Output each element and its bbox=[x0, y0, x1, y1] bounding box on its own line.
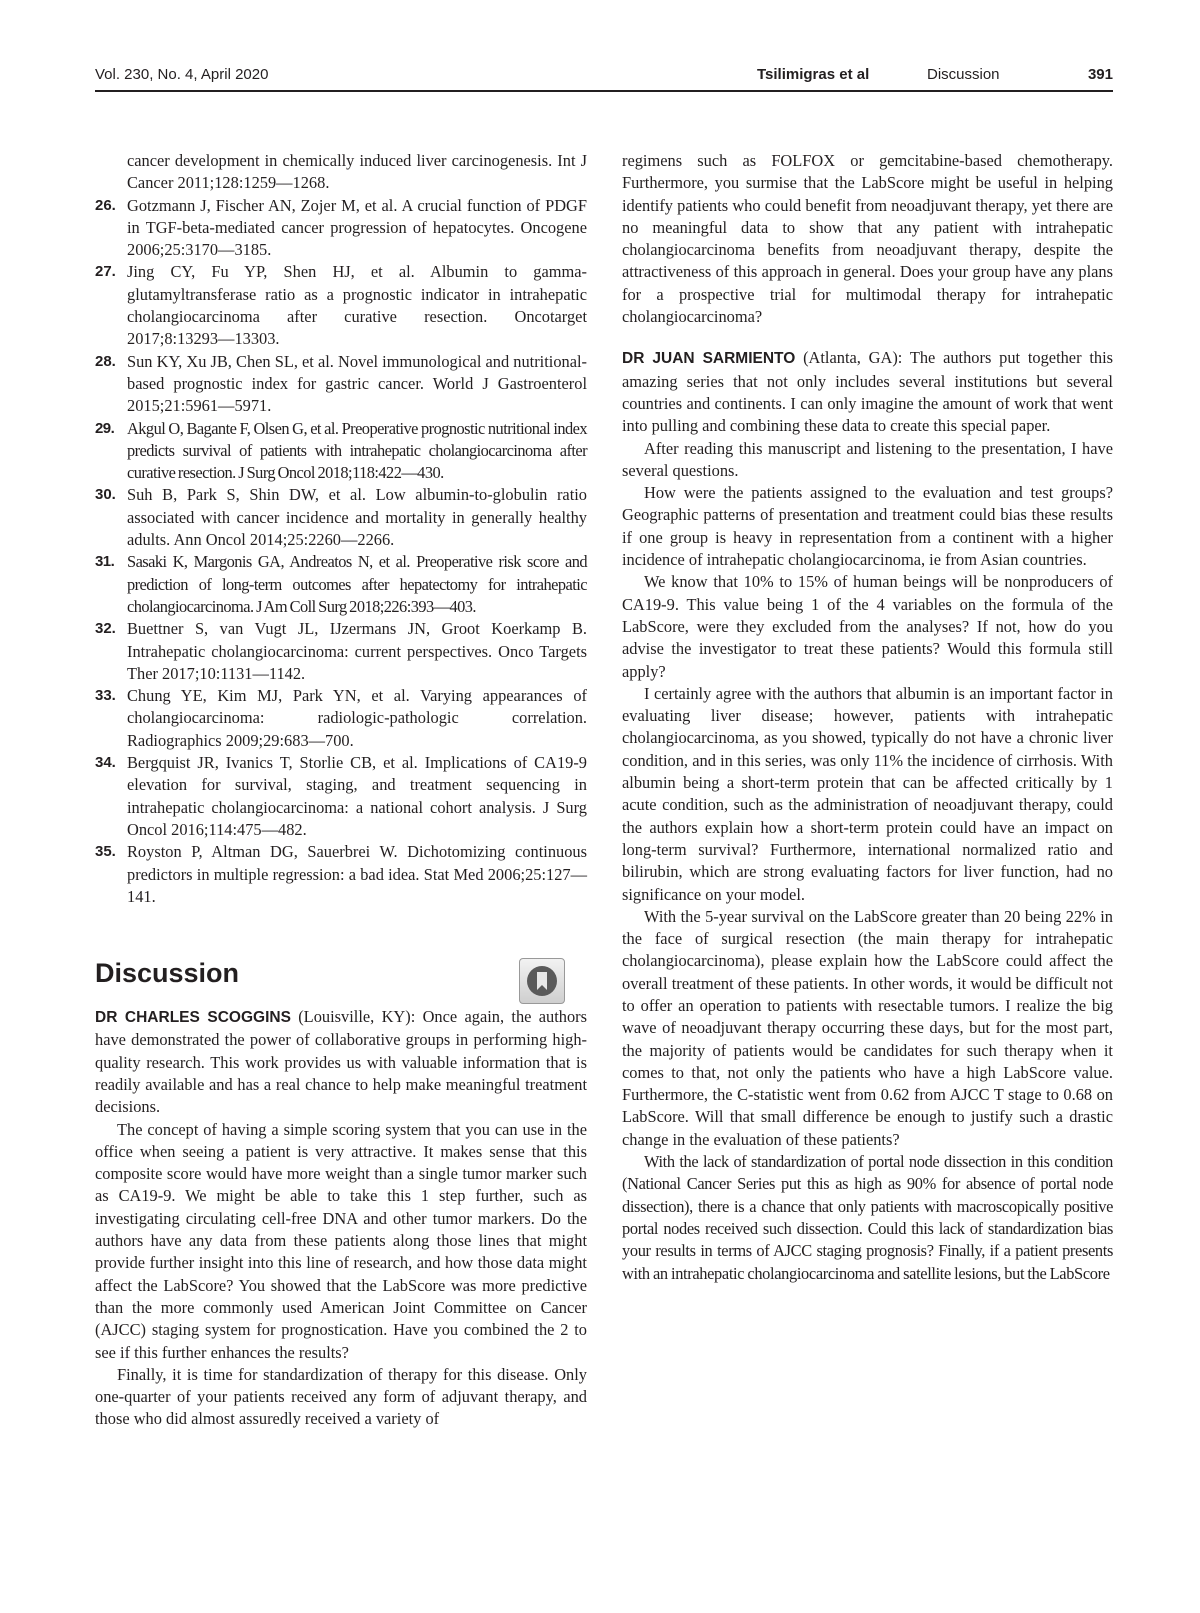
reference-number: 26. bbox=[95, 196, 116, 214]
right-column bbox=[622, 150, 1113, 1285]
running-section: Discussion bbox=[927, 66, 1000, 83]
crossmark-icon[interactable] bbox=[519, 958, 565, 1004]
sarmiento-paragraph-2: After reading this manuscript and listening to the presentation, I have several questions. bbox=[622, 438, 1113, 480]
reference-number: 34. bbox=[95, 754, 116, 772]
scoggins-paragraph-1 bbox=[95, 1006, 587, 1118]
reference-continuation: cancer development in chemically induced liver carcinogenesis. Int J Cancer 2011;128:1259—1268. bbox=[127, 151, 587, 193]
reference-item bbox=[95, 484, 587, 551]
header-rule bbox=[95, 90, 1113, 92]
running-header bbox=[95, 66, 1113, 90]
reference-number: 31. bbox=[95, 553, 115, 571]
reference-item bbox=[95, 418, 587, 485]
reference-text: Buettner S, van Vugt JL, IJzermans JN, Groot Koerkamp B. Intrahepatic cholangiocarcinoma: current perspectives. Onco Targets Ther 2017;10:1131—1142. bbox=[127, 619, 587, 683]
speaker-name: DR CHARLES SCOGGINS bbox=[95, 1009, 291, 1027]
reference-item bbox=[95, 261, 587, 350]
paragraph-text: (Louisville, KY): Once again, the authors have demonstrated the power of collaborative groups in performing high-quality research. This work provides us with valuable information that is readily available and has a real chance to help make meaningful treatment decisions. bbox=[95, 1007, 587, 1117]
scoggins-paragraph-2: The concept of having a simple scoring system that you can use in the office when seeing a patient is very attractive. It makes sense that this composite score would have more weight than a single tumor marker such as CA19-9. We might be able to take this 1 step further, such as investigating circulating cell-free DNA and other tumor markers. Do the authors have any data from these patients along those lines that might provide further insight into this line of research, and how those data might affect the LabScore? You showed that the LabScore was more predictive than the more commonly used American Joint Committee on Cancer (AJCC) staging system for prognostication. Have you combined the 2 to see if this further enhances the results? bbox=[95, 1119, 587, 1362]
reference-number: 32. bbox=[95, 620, 116, 638]
reference-number: 33. bbox=[95, 687, 116, 705]
sarmiento-paragraph-4: We know that 10% to 15% of human beings will be nonproducers of CA19-9. This value being 1 of the 4 variables on the formula of the LabScore, were they excluded from the analyses? If not, how do you advise the investigator to treat these patients? Would this formula still apply? bbox=[622, 572, 1113, 681]
reference-text: Chung YE, Kim MJ, Park YN, et al. Varying appearances of cholangiocarcinoma: radiologic-pathologic correlation. Radiographics 2009;29:683—700. bbox=[127, 686, 587, 750]
journal-citation: Vol. 230, No. 4, April 2020 bbox=[95, 66, 269, 83]
reference-item bbox=[95, 195, 587, 262]
sarmiento-paragraph-5: I certainly agree with the authors that albumin is an important factor in evaluating liver disease; however, patients with intrahepatic cholangiocarcinoma, as you showed, typically do not have a chronic liver condition, and in this series, was only 11% the incidence of cirrhosis. With albumin being a short-term protein that can be affected critically by 1 acute condition, such as the administration of neoadjuvant therapy, could the authors explain how a short-term protein could have an impact on long-term survival? Furthermore, international normalized ratio and bilirubin, which are strong evaluating factors for liver function, had no significance on your model. bbox=[622, 683, 1113, 904]
running-authors: Tsilimigras et al bbox=[757, 66, 870, 83]
left-column bbox=[95, 150, 587, 1431]
page-number: 391 bbox=[1087, 66, 1113, 83]
reference-item bbox=[95, 685, 587, 752]
reference-number: 29. bbox=[95, 419, 115, 437]
reference-number: 27. bbox=[95, 263, 116, 281]
scoggins-paragraph-3-continued: regimens such as FOLFOX or gemcitabine-based chemotherapy. Furthermore, you surmise that the LabScore might be useful in helping identify patients who could benefit from neoadjuvant therapy, yet there are no meaningful data to show that any patient with intrahepatic cholangiocarcinoma benefits from neoadjuvant therapy, despite the attractiveness of this approach in general. Does your group have any plans for a prospective trial for multimodal therapy for intrahepatic cholangiocarcinoma? bbox=[622, 151, 1113, 327]
reference-text: Sasaki K, Margonis GA, Andreatos N, et al. Preoperative risk score and prediction of long-term outcomes after hepatectomy for intrahepatic cholangiocarcinoma. J Am Coll Surg 2018;226:393—403. bbox=[127, 552, 587, 616]
discussion-heading-block bbox=[95, 948, 587, 1006]
reference-text: Gotzmann J, Fischer AN, Zojer M, et al. A crucial function of PDGF in TGF-beta-mediated cancer progression of hepatocytes. Oncogene 2006;25:3170—3185. bbox=[127, 195, 587, 260]
sarmiento-paragraph-6: With the 5-year survival on the LabScore greater than 20 being 22% in the face of surgical resection (the main therapy for intrahepatic cholangiocarcinoma), please explain how the LabScore could affect the overall treatment of these patients. In other words, it would be difficult not to offer an operation to patients with resectable tumors. I realize the big wave of neoadjuvant therapy occurring these days, but for the most part, the majority of patients would be candidates for such therapy when it comes to that, not only the patients who have a high LabScore value. Furthermore, the C-statistic went from 0.62 from AJCC T stage to 0.68 on LabScore. Will that small difference be enough to justify such a drastic change in the evaluation of these patients? bbox=[622, 906, 1113, 1149]
reference-text: Akgul O, Bagante F, Olsen G, et al. Preoperative prognostic nutritional index predicts survival of patients with intrahepatic cholangiocarcinoma after curative resection. J Surg Oncol 2018;118:422—430. bbox=[127, 418, 587, 483]
reference-number: 30. bbox=[95, 486, 116, 504]
sarmiento-paragraph-1 bbox=[622, 347, 1113, 437]
reference-item bbox=[95, 841, 587, 908]
reference-item bbox=[95, 618, 587, 685]
speaker-name: DR JUAN SARMIENTO bbox=[622, 350, 796, 368]
reference-text: Suh B, Park S, Shin DW, et al. Low albumin-to-globulin ratio associated with cancer incidence and mortality in generally healthy adults. Ann Oncol 2014;25:2260—2266. bbox=[127, 485, 587, 550]
reference-text: Bergquist JR, Ivanics T, Storlie CB, et al. Implications of CA19-9 elevation for survival, staging, and treatment sequencing in intrahepatic cholangiocarcinoma: a national cohort analysis. J Surg Oncol 2016;114:475—482. bbox=[127, 753, 587, 839]
reference-item bbox=[95, 752, 587, 841]
bookmark-icon bbox=[537, 972, 547, 985]
reference-number: 35. bbox=[95, 843, 116, 861]
reference-item bbox=[95, 551, 587, 618]
reference-text: Sun KY, Xu JB, Chen SL, et al. Novel immunological and nutritional-based prognostic index for gastric cancer. World J Gastroenterol 2015;21:5961—5971. bbox=[127, 351, 587, 416]
paragraph-text: (Atlanta, GA): The authors put together this amazing series that not only includes several institutions but several countries and continents. I can only imagine the amount of work that went into pulling and combining these data to create this special paper. bbox=[622, 348, 1114, 436]
reference-text: Jing CY, Fu YP, Shen HJ, et al. Albumin to gamma-glutamyltransferase ratio as a prognostic indicator in intrahepatic cholangiocarcinoma after curative resection. Oncotarget 2017;8:13293—13303. bbox=[127, 262, 587, 349]
sarmiento-paragraph-3: How were the patients assigned to the evaluation and test groups? Geographic patterns of presentation and treatment could bias these results if one group is heavy in representation from a continent with a higher incidence of intrahepatic cholangiocarcinoma, ie from Asian countries. bbox=[622, 483, 1113, 570]
reference-number: 28. bbox=[95, 352, 116, 370]
discussion-title: Discussion bbox=[95, 958, 240, 989]
sarmiento-paragraph-7: With the lack of standardization of portal node dissection in this condition (National Cancer Series put this as high as 90% for absence of portal node dissection), there is a chance that only patients with macroscopically positive portal nodes received such dissection. Could this lack of standardization bias your results in terms of AJCC staging prognosis? Finally, if a patient presents with an intrahepatic cholangiocarcinoma and satellite lesions, but the LabScore bbox=[622, 1152, 1113, 1283]
scoggins-paragraph-3: Finally, it is time for standardization of therapy for this disease. Only one-quarter of your patients received any form of adjuvant therapy, and those who did almost assuredly received a variety of bbox=[95, 1364, 587, 1429]
reference-text: Royston P, Altman DG, Sauerbrei W. Dichotomizing continuous predictors in multiple regression: a bad idea. Stat Med 2006;25:127—141. bbox=[127, 842, 587, 906]
reference-item bbox=[95, 351, 587, 418]
